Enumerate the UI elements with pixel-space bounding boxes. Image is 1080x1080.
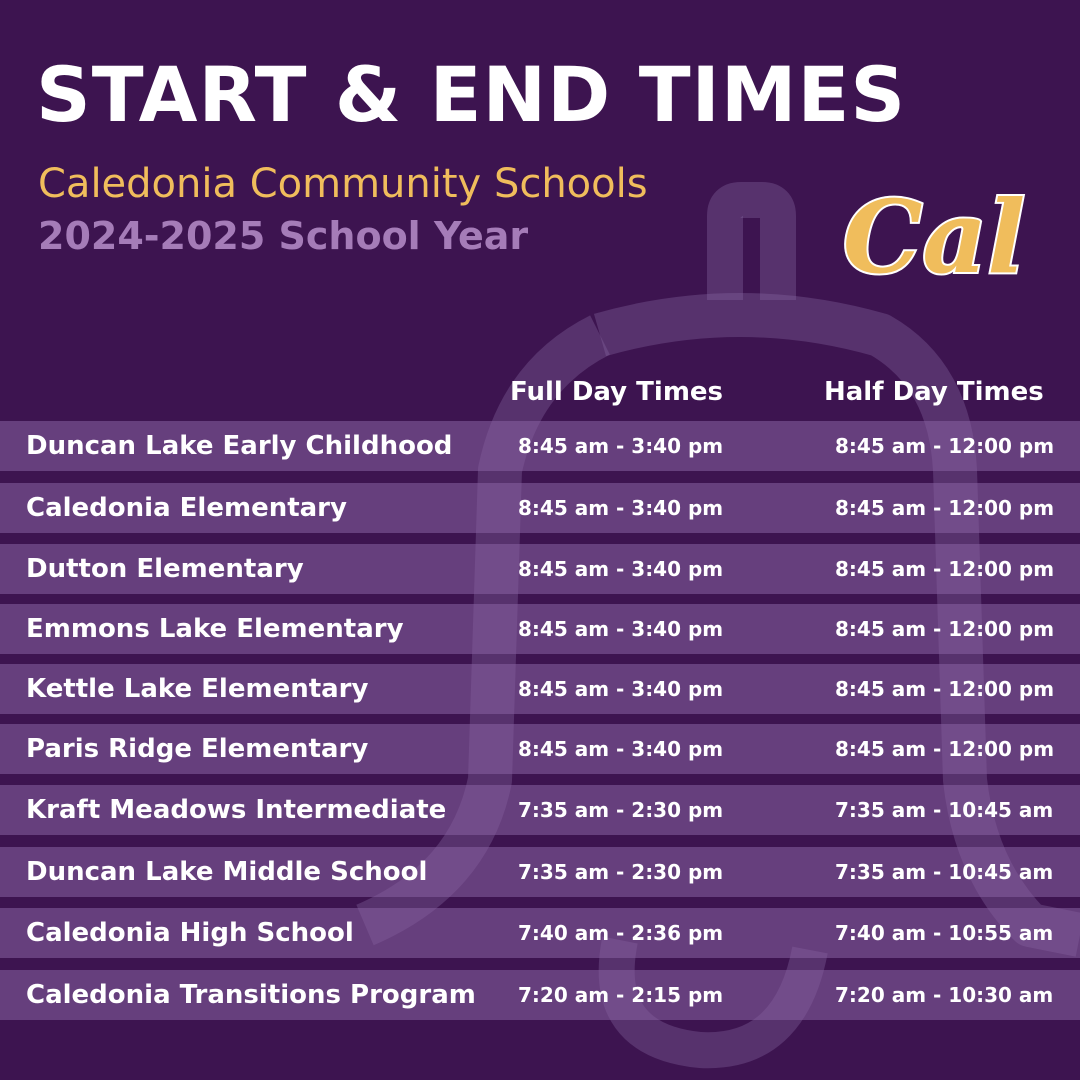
- half-day-time: 7:20 am - 10:30 am: [835, 983, 1054, 1007]
- half-day-time: 8:45 am - 12:00 pm: [835, 737, 1055, 761]
- school-name: Duncan Lake Middle School: [26, 857, 428, 887]
- half-day-header: Half Day Times: [824, 377, 1044, 407]
- table-row: [0, 970, 1080, 1020]
- half-day-time: 8:45 am - 12:00 pm: [835, 617, 1055, 641]
- table-row: [0, 785, 1080, 835]
- half-day-time: 8:45 am - 12:00 pm: [835, 557, 1055, 581]
- full-day-time: 8:45 am - 3:40 pm: [518, 677, 724, 701]
- full-day-time: 8:45 am - 3:40 pm: [518, 617, 724, 641]
- table-row: [0, 908, 1080, 958]
- district-name: Caledonia Community Schools: [38, 161, 648, 207]
- half-day-time: 8:45 am - 12:00 pm: [835, 496, 1055, 520]
- table-row: [0, 421, 1080, 471]
- full-day-time: 8:45 am - 3:40 pm: [518, 557, 724, 581]
- logo-text: Cal: [842, 180, 1026, 296]
- school-name: Kettle Lake Elementary: [26, 674, 369, 704]
- school-year: 2024-2025 School Year: [38, 214, 529, 258]
- half-day-time: 8:45 am - 12:00 pm: [835, 434, 1055, 458]
- school-name: Paris Ridge Elementary: [26, 734, 369, 764]
- full-day-time: 7:20 am - 2:15 pm: [518, 983, 724, 1007]
- school-name: Caledonia Elementary: [26, 493, 347, 523]
- school-name: Duncan Lake Early Childhood: [26, 431, 453, 461]
- school-name: Caledonia Transitions Program: [26, 980, 476, 1010]
- table-row: [0, 544, 1080, 594]
- school-name: Caledonia High School: [26, 918, 354, 948]
- full-day-time: 7:40 am - 2:36 pm: [518, 921, 724, 945]
- full-day-time: 8:45 am - 3:40 pm: [518, 496, 724, 520]
- page-title: START & END TIMES: [36, 50, 907, 139]
- table-row: [0, 664, 1080, 714]
- table-row: [0, 483, 1080, 533]
- full-day-time: 8:45 am - 3:40 pm: [518, 737, 724, 761]
- half-day-time: 8:45 am - 12:00 pm: [835, 677, 1055, 701]
- full-day-time: 7:35 am - 2:30 pm: [518, 798, 724, 822]
- full-day-header: Full Day Times: [510, 377, 724, 407]
- half-day-time: 7:40 am - 10:55 am: [835, 921, 1054, 945]
- table-row: [0, 604, 1080, 654]
- table-row: [0, 724, 1080, 774]
- school-name: Kraft Meadows Intermediate: [26, 795, 447, 825]
- full-day-time: 7:35 am - 2:30 pm: [518, 860, 724, 884]
- table-row: [0, 847, 1080, 897]
- school-name: Emmons Lake Elementary: [26, 614, 404, 644]
- half-day-time: 7:35 am - 10:45 am: [835, 798, 1054, 822]
- cal-logo: [818, 180, 1050, 300]
- school-name: Dutton Elementary: [26, 554, 304, 584]
- half-day-time: 7:35 am - 10:45 am: [835, 860, 1054, 884]
- full-day-time: 8:45 am - 3:40 pm: [518, 434, 724, 458]
